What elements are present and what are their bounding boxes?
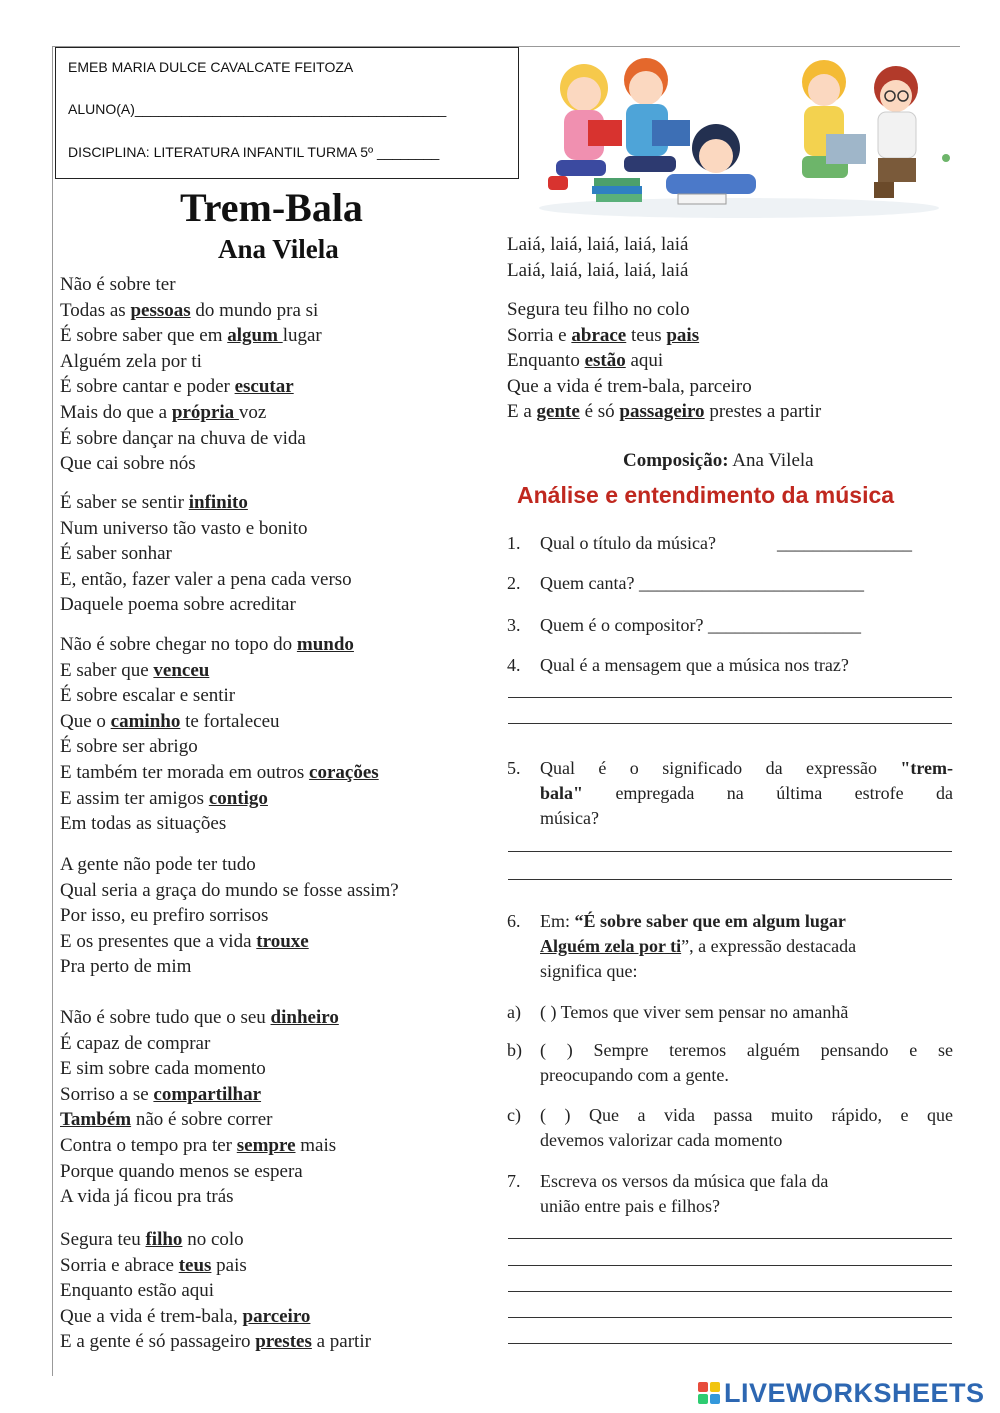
lyrics-stanza-4: [60, 852, 399, 980]
option-text: ( ) Temos que viver sem pensar no amanhã: [540, 1002, 849, 1022]
song-title: Trem-Bala: [180, 185, 363, 230]
lyrics-right-stanza-1: [507, 232, 688, 283]
lyric-line: E saber que venceu: [60, 659, 210, 681]
section-title: Análise e entendimento da música: [517, 482, 895, 508]
lyric-line: Enquanto estão aqui: [507, 350, 664, 372]
lyrics-stanza-5: [60, 1005, 339, 1210]
lyric-line: Laiá, laiá, laiá, laiá, laiá: [507, 234, 689, 255]
lyrics-stanza-3: [60, 632, 379, 837]
question-quote: “É sobre saber que em algum lugar: [574, 911, 846, 931]
option-label: c): [507, 1105, 521, 1125]
question-text-3: música?: [540, 808, 599, 828]
option-text-2: devemos valorizar cada momento: [540, 1130, 783, 1150]
lyric-line: Segura teu filho no colo: [507, 299, 690, 320]
lyric-line: Daquele poema sobre acreditar: [60, 594, 296, 616]
answer-line[interactable]: [508, 1291, 952, 1292]
lyric-line: Sorriso a se compartilhar: [60, 1083, 262, 1105]
lyric-line: Mais do que a própria voz: [60, 401, 267, 423]
lyric-line: Que a vida é trem-bala, parceiro: [507, 375, 752, 397]
lyric-line: Qual seria a graça do mundo se fosse assim?: [60, 879, 399, 901]
option-label: a): [507, 1002, 521, 1022]
header-box: [55, 47, 519, 179]
lyric-line: Segura teu filho no colo: [60, 1229, 244, 1250]
lyric-line: É saber sonhar: [60, 543, 172, 565]
question-prefix: Em:: [540, 911, 570, 931]
question-2: [507, 571, 953, 596]
lyric-line: Porque quando menos se espera: [60, 1160, 303, 1182]
lyric-line: Pra perto de mim: [60, 956, 192, 978]
lyric-line: Em todas as situações: [60, 813, 227, 835]
question-number: 6.: [507, 911, 521, 931]
lyric-line: Por isso, eu prefiro sorrisos: [60, 905, 269, 927]
lyric-line: É sobre cantar e poder escutar: [60, 376, 294, 398]
question-text: Qual é o significado da expressão: [540, 758, 877, 778]
lyric-line: Contra o tempo pra ter sempre mais: [60, 1134, 337, 1156]
answer-line[interactable]: [508, 697, 952, 698]
lyric-line: Alguém zela por ti: [60, 350, 202, 372]
lyric-line: A vida já ficou pra trás: [60, 1186, 234, 1208]
answer-line[interactable]: [508, 723, 952, 724]
lyric-line: Enquanto estão aqui: [60, 1280, 215, 1302]
liveworksheets-logo: [698, 1378, 985, 1408]
book-stack: [592, 178, 642, 202]
question-text-3: significa que:: [540, 961, 638, 981]
lyric-line: E a gente é só passageiro prestes a partir: [60, 1331, 371, 1353]
answer-line[interactable]: [508, 1343, 952, 1344]
question-suffix: ”, a expressão destacada: [681, 936, 857, 956]
lyric-line: É sobre escalar e sentir: [60, 685, 236, 707]
lyric-line: Que o caminho te fortaleceu: [60, 710, 280, 732]
lyric-line: Sorria e abrace teus pais: [507, 324, 700, 346]
question-text[interactable]: Quem é o compositor? _________________: [540, 615, 861, 635]
lyric-line: E a gente é só passageiro prestes a partir: [507, 401, 822, 423]
lyric-line: Não é sobre tudo que o seu dinheiro: [60, 1007, 339, 1028]
question-term: "trem-: [900, 758, 953, 778]
answer-line[interactable]: [508, 1238, 952, 1239]
question-term-end: bala": [540, 783, 584, 803]
question-7: [507, 1169, 953, 1219]
question-text: Escreva os versos da música que fala da: [540, 1171, 829, 1191]
option-text-2: preocupando com a gente.: [540, 1065, 729, 1085]
question-number: 2.: [507, 573, 521, 593]
boy-glasses: [874, 66, 918, 198]
children-reading-illustration: [526, 48, 952, 220]
lyric-line: E também ter morada em outros corações: [60, 761, 379, 783]
lyric-line: Num universo tão vasto e bonito: [60, 517, 308, 539]
lyric-line: A gente não pode ter tudo: [60, 854, 256, 875]
lyric-line: É sobre ser abrigo: [60, 736, 198, 758]
question-3: [507, 613, 953, 638]
option-a[interactable]: [507, 1000, 953, 1025]
lyric-line: É capaz de comprar: [60, 1032, 211, 1054]
question-text-2: empregada na última estrofe da: [615, 783, 953, 803]
student-field[interactable]: ALUNO(A)________________________________________: [68, 101, 447, 117]
question-6: [507, 909, 953, 984]
lyric-line: Que cai sobre nós: [60, 453, 196, 475]
subject-field[interactable]: DISCIPLINA: LITERATURA INFANTIL TURMA 5º ________: [68, 144, 440, 160]
lyric-line: E sim sobre cada momento: [60, 1058, 266, 1080]
lyric-line: É sobre dançar na chuva de vida: [60, 427, 306, 449]
question-text: Qual o título da música?: [540, 533, 716, 553]
option-b[interactable]: [507, 1038, 953, 1088]
lyric-line: É saber se sentir infinito: [60, 492, 248, 513]
question-1: [507, 531, 953, 556]
lyric-line: Não é sobre ter: [60, 274, 176, 295]
logo-text: LIVEWORKSHEETS: [724, 1377, 985, 1408]
girl-yellow-hair: [548, 64, 622, 190]
option-c[interactable]: [507, 1103, 953, 1153]
question-4: [507, 653, 953, 678]
question-text-2: união entre pais e filhos?: [540, 1196, 720, 1216]
girl-blonde: [802, 60, 866, 178]
composition-name: Ana Vilela: [732, 450, 814, 471]
option-label: b): [507, 1040, 522, 1060]
lyric-line: Também não é sobre correr: [60, 1109, 273, 1131]
lyric-line: E os presentes que a vida trouxe: [60, 930, 309, 952]
composition-credit: [623, 450, 814, 472]
lyric-line: Todas as pessoas do mundo pra si: [60, 299, 319, 321]
lyric-line: Que a vida é trem-bala, parceiro: [60, 1305, 311, 1327]
answer-line[interactable]: [508, 879, 952, 880]
question-number: 3.: [507, 615, 521, 635]
lyric-line: E assim ter amigos contigo: [60, 787, 268, 809]
lyric-line: E, então, fazer valer a pena cada verso: [60, 568, 352, 590]
lyrics-stanza-6: [60, 1227, 371, 1355]
answer-line[interactable]: [508, 1265, 952, 1266]
school-name: EMEB MARIA DULCE CAVALCATE FEITOZA: [68, 59, 354, 75]
composition-label: Composição:: [623, 450, 729, 471]
question-number: 1.: [507, 533, 521, 553]
option-text: ( ) Que a vida passa muito rápido, e que: [540, 1105, 953, 1125]
option-text: ( ) Sempre teremos alguém pensando e se: [540, 1040, 953, 1060]
lyric-line: Laiá, laiá, laiá, laiá, laiá: [507, 259, 689, 281]
lyric-line: É sobre saber que em algum lugar: [60, 325, 322, 347]
question-number: 7.: [507, 1171, 521, 1191]
question-text[interactable]: Quem canta? _________________________: [540, 573, 864, 593]
question-text: Qual é a mensagem que a música nos traz?: [540, 655, 849, 675]
lyrics-right-stanza-2: [507, 297, 821, 425]
song-author: Ana Vilela: [218, 234, 339, 264]
answer-blank[interactable]: _______________: [777, 533, 912, 553]
question-number: 4.: [507, 655, 521, 675]
question-highlight: Alguém zela por ti: [540, 936, 682, 956]
answer-line[interactable]: [508, 851, 952, 852]
question-number: 5.: [507, 758, 521, 778]
lyrics-stanza-2: [60, 490, 352, 618]
boy-orange-hair: [624, 58, 690, 172]
lyric-line: Não é sobre chegar no topo do mundo: [60, 634, 354, 655]
lyrics-stanza-1: [60, 272, 322, 477]
page-border-left: [52, 46, 53, 1376]
question-5: [507, 756, 953, 831]
answer-line[interactable]: [508, 1317, 952, 1318]
logo-icon: [698, 1382, 720, 1404]
lyric-line: Sorria e abrace teus pais: [60, 1254, 247, 1276]
